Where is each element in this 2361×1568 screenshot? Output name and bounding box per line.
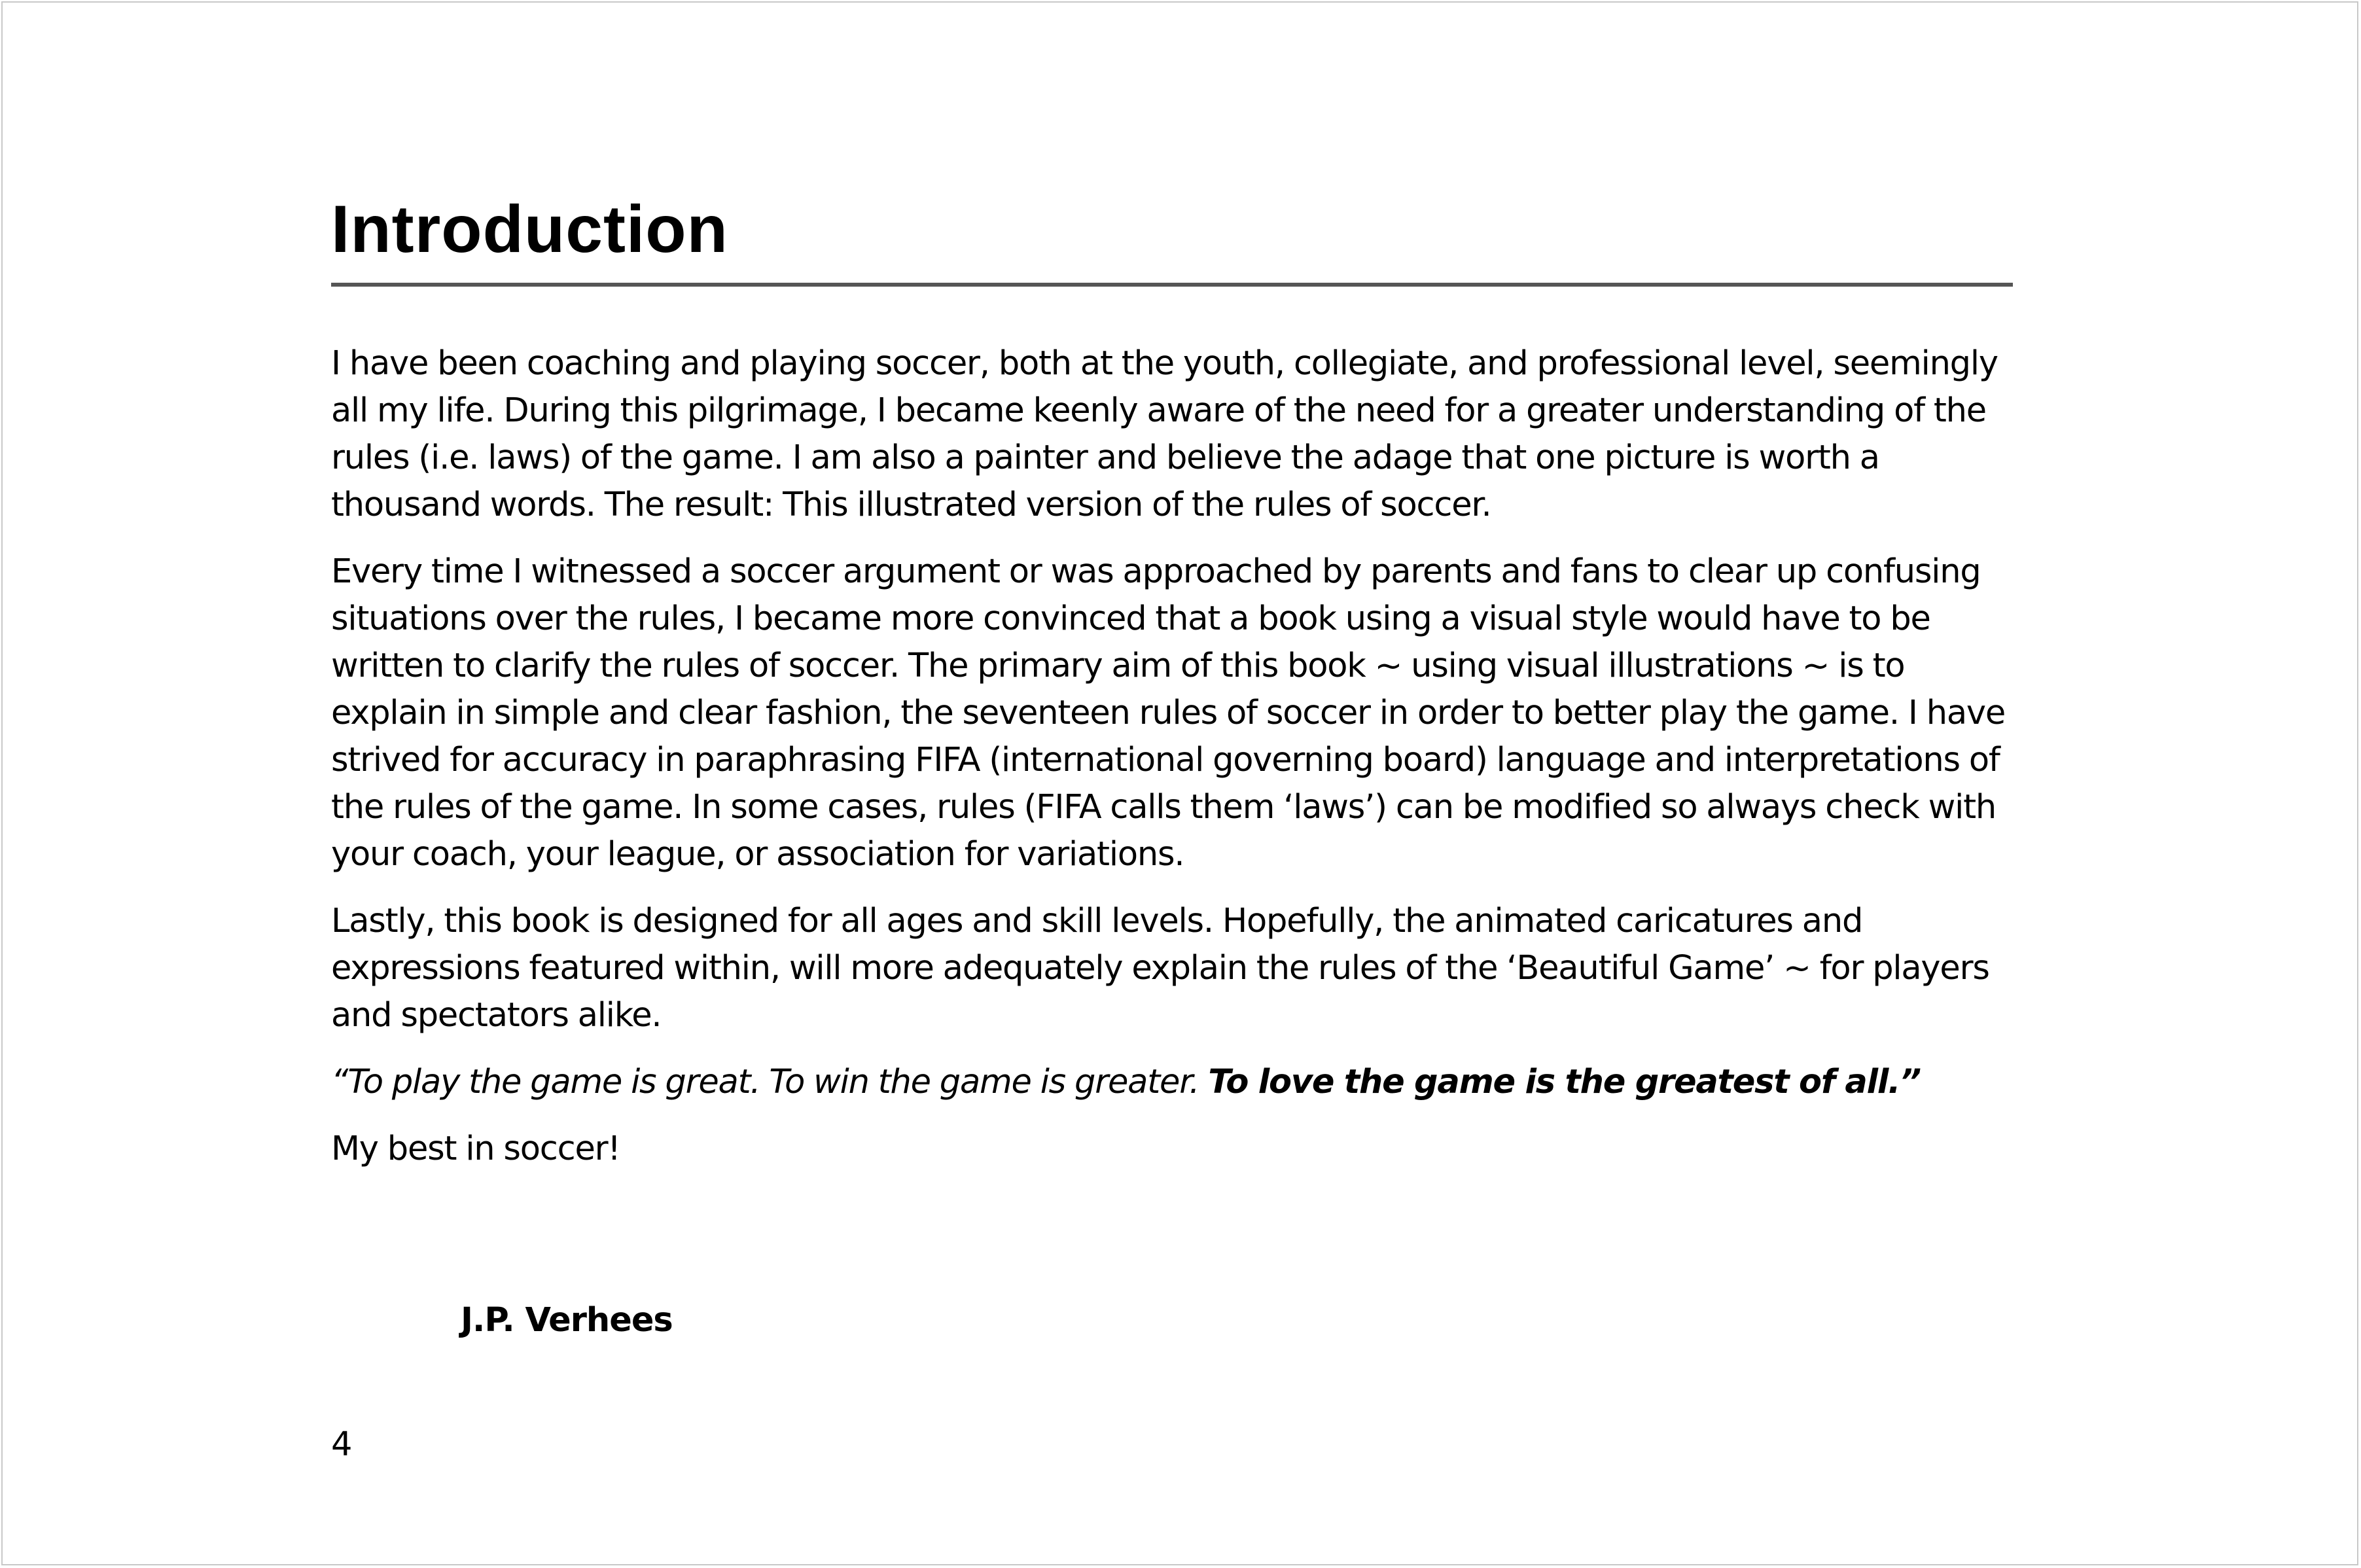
quote-bold: To love the game is the greatest of all.” [1208,1063,1921,1101]
paragraph-intro: I have been coaching and playing soccer, both at the youth, collegiate, and professional level, seemingly all my life. During this pilgrimage, I became keenly aware of the need for a greater understanding of the rules (i.e. laws) of the game. I am also a painter and believe the adage that one picture is worth a thousand words. The result: This illustrated version of the rules of soccer. [331,344,1998,524]
closing-line: My best in soccer! [331,1130,620,1168]
page-content [331,192,2014,1173]
quote [331,1059,2014,1106]
author-signature: J.P. Verhees [461,1301,673,1340]
title-underline [331,283,2013,287]
document-page [1,1,2358,1565]
paragraph-purpose: Every time I witnessed a soccer argument or was approached by parents and fans to clear up confusing situations over the rules, I became more convinced that a book using a visual style would have to be written to clarify the rules of soccer. The primary aim of this book ~ using visual illustrations ~ is to explain in simple and clear fashion, the seventeen rules of soccer in order to better play the game. I have strived for accuracy in paraphrasing FIFA (international governing board) language and interpretations of the rules of the game. In some cases, rules (FIFA calls them ‘laws’) can be modified so always check with your coach, your league, or association for variations. [331,552,2006,874]
quote-italic: “To play the game is great. To win the game is greater. [331,1063,1209,1101]
page-title: Introduction [331,192,728,266]
paragraph-audience: Lastly, this book is designed for all ages and skill levels. Hopefully, the animated caricatures and expressions featured within, will more adequately explain the rules of the ‘Beautiful Game’ ~ for players and spectators alike. [331,902,1989,1035]
page-number: 4 [331,1425,353,1464]
